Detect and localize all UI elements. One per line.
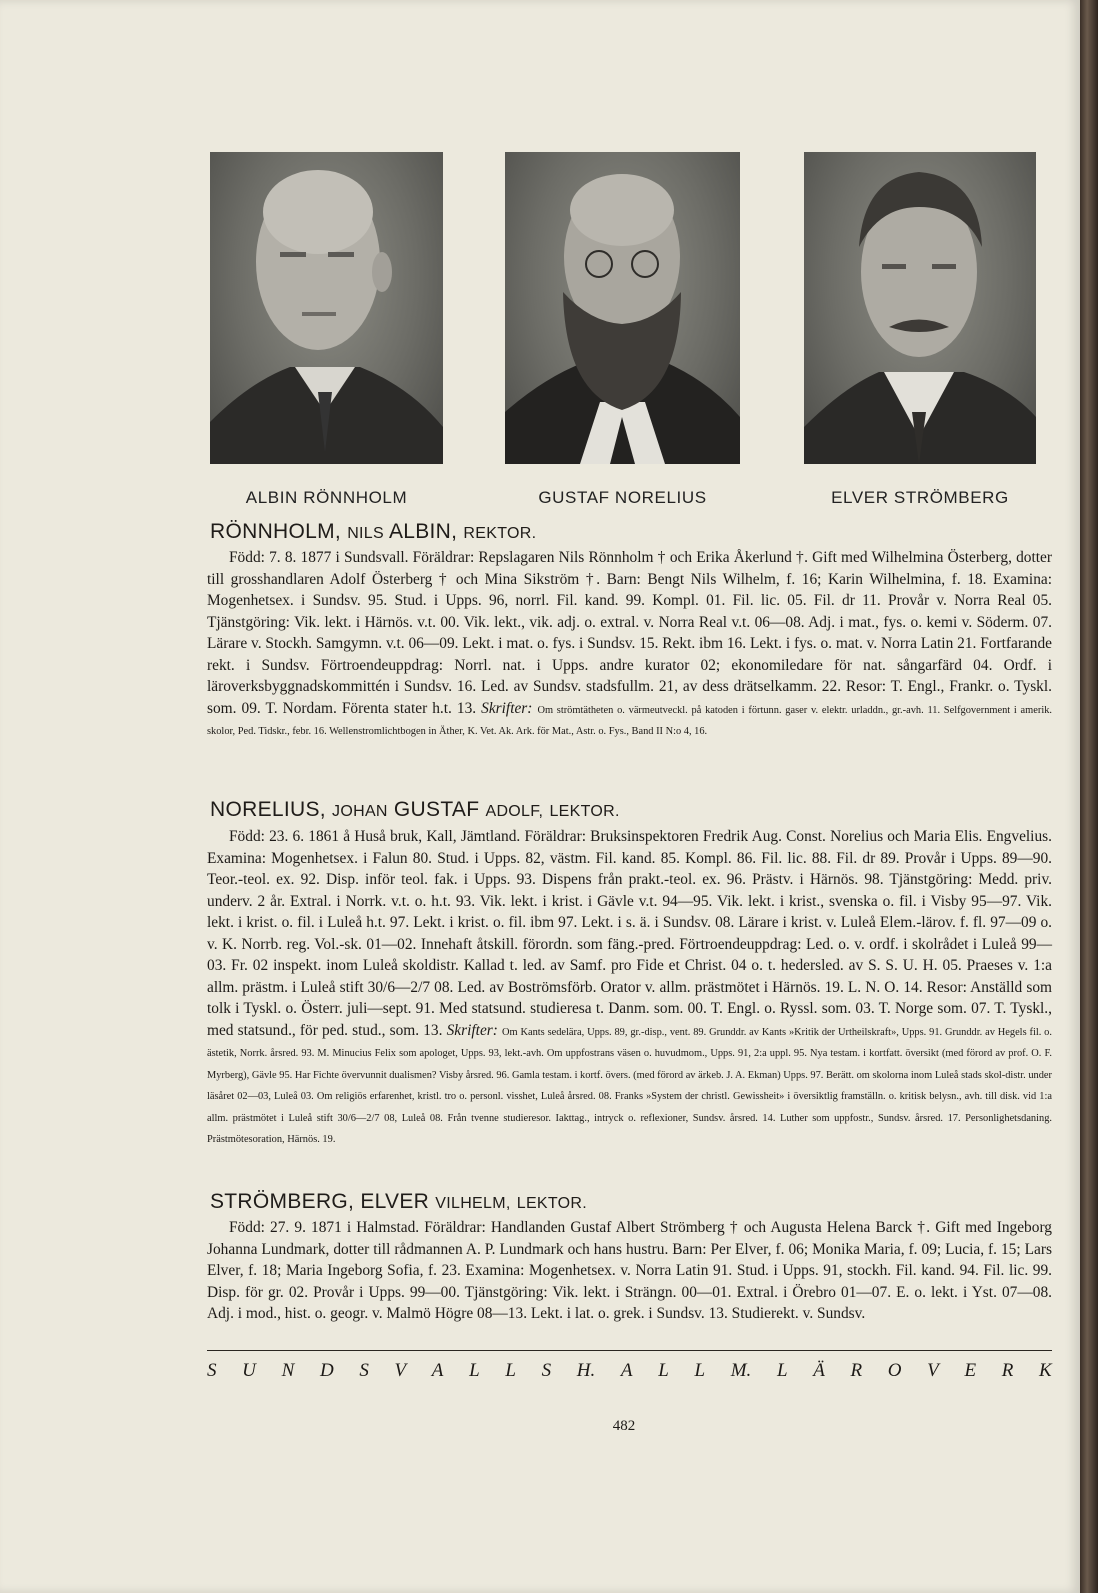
book-spine-edge (1080, 0, 1098, 1593)
footer-letter: K (1039, 1360, 1052, 1381)
entry-body-ronnholm (207, 547, 1052, 741)
entry-given-name: VILHELM, (435, 1195, 511, 1212)
footer-letter: R (1001, 1360, 1014, 1381)
footer-rule (207, 1350, 1052, 1351)
footer-letter: H. (576, 1360, 596, 1381)
entry-heading-ronnholm (210, 520, 536, 544)
footer-letter: S (359, 1360, 369, 1381)
entry-text: Född: 27. 9. 1871 i Halmstad. Föräldrar: Handlanden Gustaf Albert Strömberg † och Augusta Helena Barck †. Gift med Ingeborg Johanna Lundmark, dotter till rådmannen A. P. Lundmark och hans hustru. Barn: Per Elver, f. 06; Monika Maria, f. 09; Lucia, f. 15; Lars Elver, f. 18; Maria Ingeborg Sofia, f. 23. Examina: Mogenhetsex. v. Norra Latin 91. Stud. i Upps. 91, stockh. Fil. kand. 94. Fil. lic. 99. Disp. för gr. 02. Provår i Upps. 99—00. Tjänstgöring: Vik. lekt. i Strängn. 00—01. Extral. i Örebro 01—07. E. o. lekt. i Yst. 07—08. Adj. i mod., hist. o. geogr. v. Malmö Högre 08—13. Lekt. i lat. o. grek. i Sundsv. 13. Studierekt. v. Sundsv. (207, 1219, 1052, 1322)
entry-surname: NORELIUS, (210, 798, 326, 821)
footer-letter: L (694, 1360, 706, 1381)
footer-letter: S (207, 1360, 217, 1381)
footer-letter: M. (730, 1360, 752, 1381)
portrait-photo-stromberg (804, 152, 1036, 464)
entry-text: Född: 23. 6. 1861 å Huså bruk, Kall, Jämtland. Föräldrar: Bruksinspektoren Fredrik Aug. Const. Norelius och Maria Elis. Engvelius. Examina: Mogenhetsex. i Falun 80. Stud. i Upps. 82, västm. Fil. kand. 85. Kompl. 86. Fil. lic. 88. Fil. dr 89. Provår i Upps. 89—90. Teor.-teol. ex. 92. Disp. inför teol. fak. i Upps. 93. Dispens från prakt.-teol. ex. 96. Prästv. i Härnös. 98. Tjänstgöring: Medd. priv. underv. 2 år. Extral. i Norrk. v.t. o. h.t. 93. Vik. lekt. i krist. i Gävle v.t. 94—95. Vik. lekt. i krist., svenska o. fil. i Visby 95—97. Vik. lekt. i krist. o. fil. i Luleå h.t. 97. Lekt. i krist. o. fil. ibm 97. Lekt. i s. ä. i Sundsv. 08. Lärare i krist. v. Luleå Elem.-lärov. f. fl. 97—09 o. v. K. Norrb. reg. Vol.-sk. 01—02. Innehaft åtskill. förordn. som fäng.-pred. Förtroendeuppdrag: Led. o. v. ordf. i skolrådet i Luleå 99—03. Fr. 02 inspekt. inom Luleå skoldistr. Kallad t. led. av Samf. pro Fide et Christ. 04 o. t. hedersled. av S. S. U. H. 05. Praeses v. 1:a allm. prästm. i Luleå stift 30/6—2/7 08. Led. av Boströmsförb. Orator v. allm. prästmötet i Härnös. 19. L. N. O. 14. Resor: Anställd som tolk i Tyskl. o. Österr. juli—sept. 91. Med statsund. studieresa t. Danm. som. 00. T. Engl. o. Ryssl. som. 03. T. Norge som. 07. T. Tyskl., med statsund., för ped. stud., som. 13. (207, 828, 1052, 1039)
footer-letter: L (505, 1360, 516, 1381)
entry-given-name: NILS (347, 525, 384, 542)
footer-letter: S (541, 1360, 552, 1381)
footer-letter: O (887, 1360, 902, 1381)
footer-letter: R (850, 1360, 863, 1381)
footer-letter: N (281, 1360, 295, 1381)
skrifter-text: Om Kants sedelära, Upps. 89, gr.-disp., vent. 89. Grunddr. av Kants »Kritik der Urtheilskraft», Upps. 91. Grunddr. av Hegels fil. o. ästetik, Norrk. årsred. 93. M. Minucius Felix som apologet, Upps. 93, lekt.-avh. Om uppfostrans väsen o. huvudmom., Upps. 91, 2:a uppl. 95. Nya testam. i kortfatt. översikt (med förord av prof. O. F. Myrberg), Gävle 95. Har Fichte övervunnit dualismen? Visby årsred. 96. Gamla testam. i kortf. övers. (med förord av ärkeb. J. A. Ekman) Upps. 97. Berätt. om skolorna inom Luleå stads skol-distr. under läsåret 02—03, Luleå 03. Om religiös erfarenhet, kristl. tro o. personl. visshet, Luleå årsred. 08. Franks »System der christl. Gewissheit» i översiktlig framställn. o. kritisk belysn., avh. till disk. vid 1:a allm. prästmötet i Luleå stift 30/6—2/7 08, Luleå 08. Från tvenne studieresor. Iakttag., intryck o. reflexioner, Sundsv. årsred. 14. Luther som uppfostr., Sundsv. årsred. 17. Personlighetsdaning. Prästmötesoration, Härnös. 19. (207, 1026, 1052, 1145)
footer-letter: E (964, 1360, 977, 1381)
entry-body-norelius (207, 826, 1052, 1149)
entry-text: Född: 7. 8. 1877 i Sundsvall. Föräldrar: Repslagaren Nils Rönnholm † och Erika Åkerlund †. Gift med Wilhelmina Österberg, dotter till grosshandlaren Adolf Österberg † och Mina Sikström †. Barn: Bengt Nils Wilhelm, f. 16; Karin Wilhelmina, f. 18. Examina: Mogenhetsex. i Sundsv. 95. Stud. i Upps. 96, norrl. Fil. kand. 99. Kompl. 01. Fil. lic. 05. Fil. dr 11. Provår v. Norra Real 05. Tjänstgöring: Vik. lekt. i Härnös. v.t. 00. Vik. lekt., vik. adj. o. extral. v. Norra Real v.t. 06—08. Adj. i mat., fys. o. kemi v. Söderm. 07. Lärare v. Stockh. Samgymn. v.t. 06—09. Lekt. i mat. o. fys. i Sundsv. 15. Rekt. ibm 16. Lekt. i fys. o. mat. v. Norra Latin 21. Fortfarande rekt. i Sundsv. Förtroendeuppdrag: Norrl. nat. i Upps. andre kurator 02; ekonomiledare för nat. sångarfärd 04. Ordf. i läroverksbyggnadskommittén i Sundsv. 16. Led. av Sundsv. stadsfullm. 21, av dess drätselkamm. 22. Resor: T. Engl., Frankr. o. Tyskl. som. 09. T. Nordam. Förenta stater h.t. 13. (207, 549, 1052, 717)
entry-surname: STRÖMBERG, (210, 1190, 355, 1213)
entry-body-stromberg (207, 1217, 1052, 1325)
footer-letter: V (394, 1360, 407, 1381)
skrifter-label: Skrifter: (481, 699, 533, 717)
page-number: 482 (612, 1418, 636, 1434)
footer-letter: L (776, 1360, 788, 1381)
skrifter-text: Om strömtätheten o. värmeutveckl. på katoden i förtunn. gaser v. elektr. urladdn., gr.-avh. 11. Selfgovernment i amerik. skolor, Ped. Tidskr., febr. 16. Wellenstromlichtbogen in Äther, K. Vet. Ak. Ark. för Mat., Astr. o. Fys., Band II N:o 4, 16. (207, 704, 1053, 737)
portrait-caption-1: ALBIN RÖNNHOLM (245, 488, 408, 507)
portrait-photo-norelius (505, 152, 740, 464)
entry-surname: RÖNNHOLM, (210, 520, 342, 543)
portrait-caption-2: GUSTAF NORELIUS (538, 488, 707, 507)
footer-letter: A (620, 1360, 633, 1381)
footer-letter: A (431, 1360, 444, 1381)
footer-letter: D (319, 1360, 334, 1381)
footer-letter: L (658, 1360, 669, 1381)
portrait-caption-3: ELVER STRÖMBERG (831, 488, 1009, 507)
footer-letter: U (242, 1360, 256, 1381)
entry-given-name-main: ELVER (360, 1190, 430, 1213)
footer-letter: L (469, 1360, 480, 1381)
entry-title: REKTOR. (463, 525, 537, 542)
running-footer (207, 1360, 1052, 1382)
skrifter-label: Skrifter: (446, 1021, 498, 1039)
footer-letter: V (927, 1360, 939, 1381)
entry-title: LEKTOR. (516, 1195, 588, 1212)
entry-heading-stromberg (210, 1190, 587, 1214)
entry-given-name-2: ADOLF, (485, 803, 544, 820)
entry-given-name-main: ALBIN, (388, 520, 458, 543)
entry-heading-norelius (210, 798, 620, 822)
entry-given-name-main: GUSTAF (393, 798, 480, 821)
footer-letter: Ä (813, 1360, 825, 1381)
entry-given-name: JOHAN (332, 803, 388, 820)
portrait-photo-ronnholm (210, 152, 443, 464)
entry-title: LEKTOR. (549, 803, 620, 820)
